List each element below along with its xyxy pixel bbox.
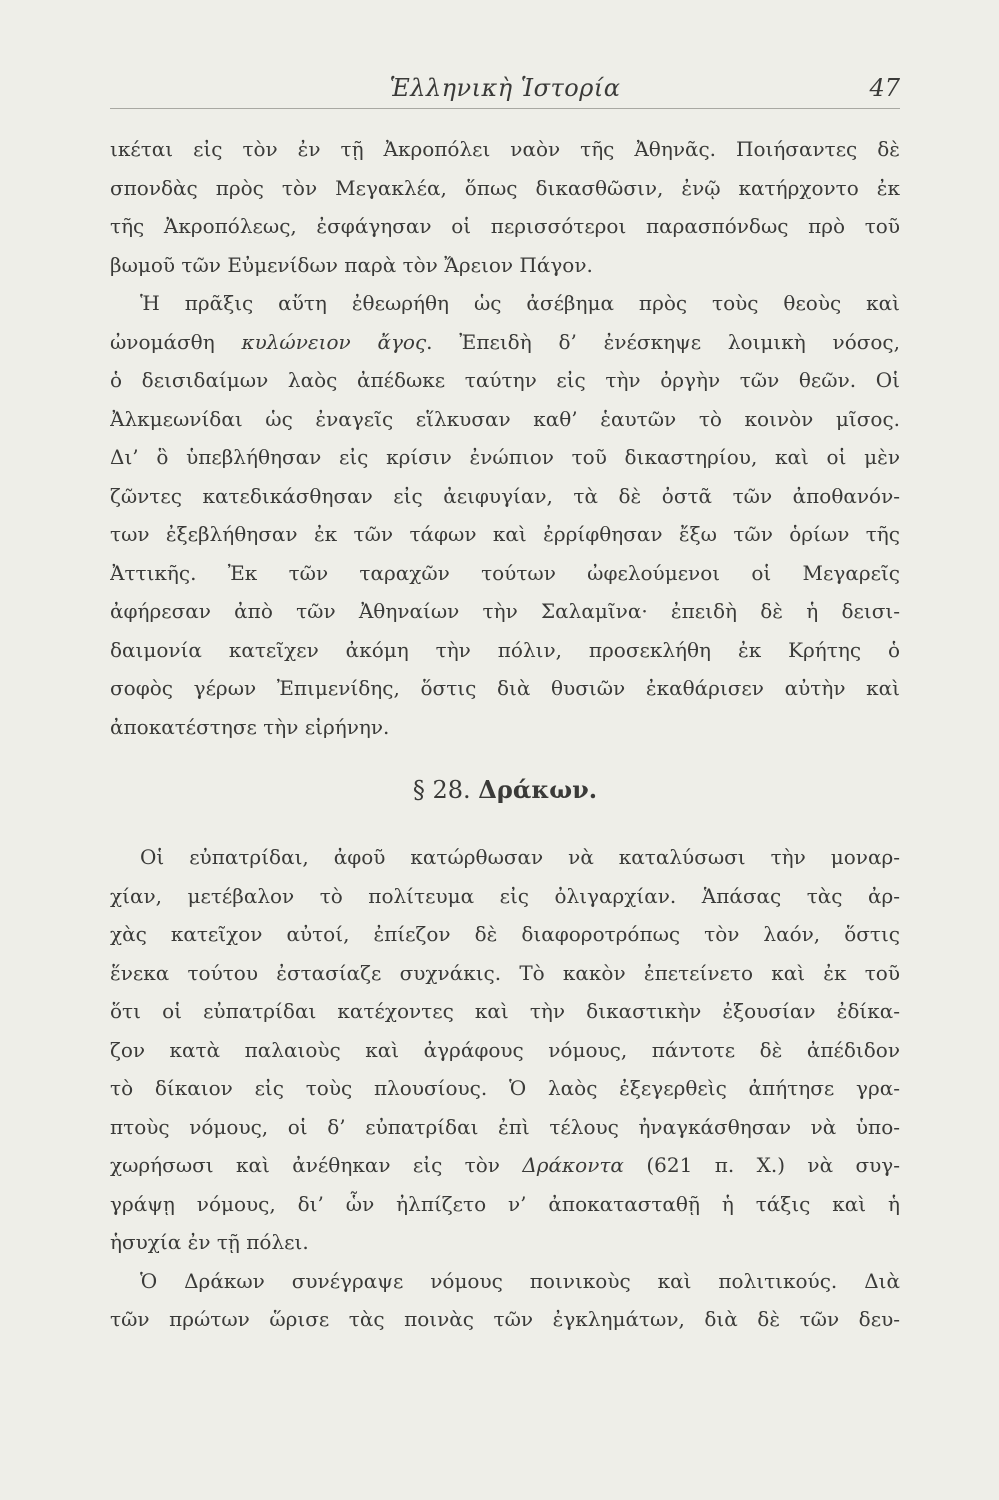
text-line: Ἡ πρᾶξις αὕτη ἐθεωρήθη ὡς ἀσέβημα πρὸς τοὺς θεοὺς καὶ [140,291,900,315]
text-line: ζῶντες κατεδικάσθησαν εἰς ἀειφυγίαν, τὰ δὲ ὀστᾶ τῶν ἀποθανόν- [110,483,900,508]
text-line: τὸ δίκαιον εἰς τοὺς πλουσίους. Ὁ λαὸς ἐξεγερθεὶς ἀπήτησε γρα- [110,1076,900,1100]
text-line: Δι’ ὃ ὑπεβλήθησαν εἰς κρίσιν ἐνώπιον τοῦ δικαστηρίου, καὶ οἱ μὲν [110,445,900,469]
text-line: ἀποκατέστησε τὴν εἰρήνην. [110,714,390,739]
section-title: Δράκων. [478,775,598,804]
text-line: δαιμονία κατεῖχεν ἀκόμη τὴν πόλιν, προσεκλήθη ἐκ Κρήτης ὁ [110,637,900,662]
section-heading [110,770,900,810]
italic-term: Δράκοντα [522,1153,624,1177]
text-line: Οἱ εὐπατρίδαι, ἀφοῦ κατώρθωσαν νὰ καταλύσωσι τὴν μοναρ- [140,845,900,869]
text-line: ἕνεκα τούτου ἐστασίαζε συχνάκις. Τὸ κακὸν ἐπετείνετο καὶ ἐκ τοῦ [110,960,900,985]
text-line: πτοὺς νόμους, οἱ δ’ εὐπατρίδαι ἐπὶ τέλους ἠναγκάσθησαν νὰ ὑπο- [110,1114,900,1139]
text-line: ὁ δεισιδαίμων λαὸς ἀπέδωκε ταύτην εἰς τὴν ὀργὴν τῶν θεῶν. Οἱ [110,368,900,392]
italic-term: κυλώνειον ἄγος [241,329,427,354]
text-line: χὰς κατεῖχον αὐτοί, ἐπίεζον δὲ διαφοροτρόπως τὸν λαόν, ὅστις [110,922,900,946]
text-line: τῆς Ἀκροπόλεως, ἐσφάγησαν οἱ περισσότεροι παρασπόνδως πρὸ τοῦ [110,214,900,238]
text-line: γράψῃ νόμους, δι’ ὧν ἠλπίζετο ν’ ἀποκατασταθῇ ἡ τάξις καὶ ἡ [110,1191,900,1216]
paragraph-block-1 [110,130,900,746]
text-line: ὅτι οἱ εὐπατρίδαι κατέχοντες καὶ τὴν δικαστικὴν ἐξουσίαν ἐδίκα- [110,999,900,1023]
page-number: 47 [869,74,900,102]
text-line: ζον κατὰ παλαιοὺς καὶ ἀγράφους νόμους, πάντοτε δὲ ἀπέδιδον [110,1037,900,1062]
text-line: Ἀττικῆς. Ἐκ τῶν ταραχῶν τούτων ὠφελούμενοι οἱ Μεγαρεῖς [110,560,900,585]
text-line: σοφὸς γέρων Ἐπιμενίδης, ὅστις διὰ θυσιῶν ἐκαθάρισεν αὐτὴν καὶ [110,676,900,700]
text-line: τῶν πρώτων ὥρισε τὰς ποινὰς τῶν ἐγκλημάτων, διὰ δὲ τῶν δευ- [110,1307,900,1331]
text-line: χίαν, μετέβαλον τὸ πολίτευμα εἰς ὀλιγαρχίαν. Ἁπάσας τὰς ἀρ- [110,883,900,908]
text-line: ἀφήρεσαν ἀπὸ τῶν Ἀθηναίων τὴν Σαλαμῖνα· ἐπειδὴ δὲ ἡ δεισι- [110,599,900,623]
text-line: Ἀλκμεωνίδαι ὡς ἐναγεῖς εἵλκυσαν καθ’ ἑαυτῶν τὸ κοινὸν μῖσος. [110,406,900,431]
text-line: χωρήσωσι καὶ ἀνέθηκαν εἰς τὸν Δράκοντα (621 π. Χ.) νὰ συγ- [110,1153,900,1177]
text-line: ἡσυχία ἐν τῇ πόλει. [110,1230,309,1254]
text-line: σπονδὰς πρὸς τὸν Μεγακλέα, ὅπως δικασθῶσιν, ἐνῷ κατήρχοντο ἐκ [110,175,900,200]
text-line: Ὁ Δράκων συνέγραψε νόμους ποινικοὺς καὶ πολιτικούς. Διὰ [140,1268,900,1293]
text-line: των ἐξεβλήθησαν ἐκ τῶν τάφων καὶ ἐρρίφθησαν ἔξω τῶν ὁρίων τῆς [110,522,900,546]
paragraph-block-2 [110,838,900,1339]
running-head [110,72,900,109]
running-head-title: Ἑλληνικὴ Ἱστορία [389,74,621,102]
text-line: ικέται εἰς τὸν ἐν τῇ Ἀκροπόλει ναὸν τῆς Ἀθηνᾶς. Ποιήσαντες δὲ [110,137,900,161]
section-number: § 28. [412,776,471,804]
text-line: ὠνομάσθη κυλώνειον ἄγος. Ἐπειδὴ δ’ ἐνέσκηψε λοιμικὴ νόσος, [110,329,900,354]
text-line: βωμοῦ τῶν Εὐμενίδων παρὰ τὸν Ἄρειον Πάγον. [110,252,593,277]
